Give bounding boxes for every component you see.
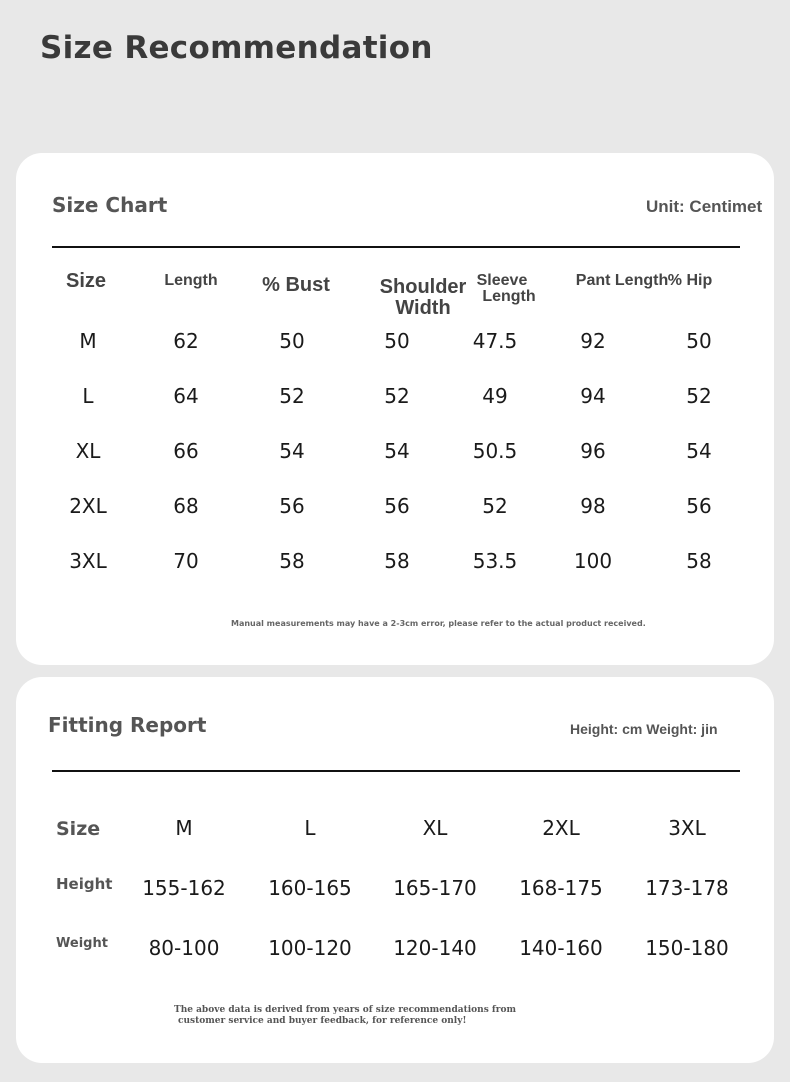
- cell-sleeve: 49: [482, 384, 508, 408]
- cell-length: 70: [173, 549, 199, 573]
- cell-hip: 50: [686, 329, 712, 353]
- cell-shoulder: 50: [384, 329, 410, 353]
- cell-pant: 100: [573, 549, 613, 573]
- header-bust: % Bust: [262, 274, 330, 296]
- cell-bust: 56: [279, 494, 305, 518]
- cell-size: L: [82, 384, 94, 408]
- header-sleeve-line2: Length: [482, 288, 536, 305]
- fit-weight: 80-100: [148, 936, 220, 960]
- header-shoulder-line1: Shoulder: [379, 276, 467, 298]
- fitting-report-card: [16, 677, 774, 1063]
- header-size: Size: [65, 270, 107, 292]
- header-length: Length: [164, 272, 218, 289]
- fit-footnote-line1: The above data is derived from years of size recommendations from: [174, 1005, 517, 1015]
- size-chart-card: [16, 153, 774, 665]
- cell-shoulder: 58: [384, 549, 410, 573]
- header-pant-length: Pant Length: [575, 272, 669, 289]
- header-shoulder-width: [380, 277, 467, 319]
- fit-size-label: Size: [56, 818, 101, 840]
- cell-hip: 56: [686, 494, 712, 518]
- fit-height: 168-175: [519, 876, 603, 900]
- fitting-report-title: Fitting Report: [48, 713, 207, 737]
- size-chart-footnote: Manual measurements may have a 2-3cm error, please refer to the actual product received.: [231, 619, 646, 628]
- size-chart-title: Size Chart: [52, 193, 168, 217]
- cell-shoulder: 52: [384, 384, 410, 408]
- fit-weight: 100-120: [268, 936, 352, 960]
- fit-size: 2XL: [542, 816, 580, 840]
- cell-length: 62: [173, 329, 199, 353]
- header-shoulder-line2: Width: [395, 297, 451, 319]
- cell-sleeve: 47.5: [472, 329, 518, 353]
- fitting-report-divider: [52, 770, 740, 772]
- fit-height: 165-170: [393, 876, 477, 900]
- cell-size: M: [79, 329, 97, 353]
- fit-size: 3XL: [668, 816, 706, 840]
- cell-pant: 92: [580, 329, 606, 353]
- header-hip: % Hip: [667, 272, 713, 289]
- page-title: Size Recommendation: [40, 30, 433, 66]
- fit-height: 155-162: [142, 876, 226, 900]
- fit-weight: 120-140: [393, 936, 477, 960]
- cell-length: 66: [173, 439, 199, 463]
- cell-sleeve: 52: [482, 494, 508, 518]
- fit-weight: 140-160: [519, 936, 603, 960]
- size-chart-divider: [52, 246, 740, 248]
- cell-sleeve: 50.5: [472, 439, 518, 463]
- fit-height: 173-178: [645, 876, 729, 900]
- cell-shoulder: 54: [384, 439, 410, 463]
- cell-length: 64: [173, 384, 199, 408]
- fitting-report-unit: Height: cm Weight: jin: [570, 721, 718, 737]
- cell-pant: 98: [580, 494, 606, 518]
- cell-bust: 52: [279, 384, 305, 408]
- fit-height: 160-165: [268, 876, 352, 900]
- header-sleeve-line1: Sleeve: [476, 272, 528, 289]
- fitting-report-footnote: [174, 1005, 516, 1027]
- cell-pant: 94: [580, 384, 606, 408]
- fit-weight-label: Weight: [56, 936, 108, 951]
- cell-hip: 52: [686, 384, 712, 408]
- cell-pant: 96: [580, 439, 606, 463]
- header-sleeve-length: [468, 273, 535, 305]
- fit-footnote-line2: customer service and buyer feedback, for reference only!: [178, 1016, 467, 1026]
- fit-size: XL: [422, 816, 448, 840]
- cell-shoulder: 56: [384, 494, 410, 518]
- fit-weight: 150-180: [645, 936, 729, 960]
- size-chart-unit: Unit: Centimet: [646, 197, 763, 216]
- cell-bust: 54: [279, 439, 305, 463]
- cell-sleeve: 53.5: [472, 549, 518, 573]
- cell-bust: 50: [279, 329, 305, 353]
- cell-size: 2XL: [69, 494, 107, 518]
- cell-size: XL: [75, 439, 101, 463]
- fit-size: M: [175, 816, 193, 840]
- cell-bust: 58: [279, 549, 305, 573]
- cell-size: 3XL: [69, 549, 107, 573]
- cell-hip: 54: [686, 439, 712, 463]
- cell-hip: 58: [686, 549, 712, 573]
- fit-size: L: [304, 816, 316, 840]
- fit-height-label: Height: [56, 875, 113, 893]
- cell-length: 68: [173, 494, 199, 518]
